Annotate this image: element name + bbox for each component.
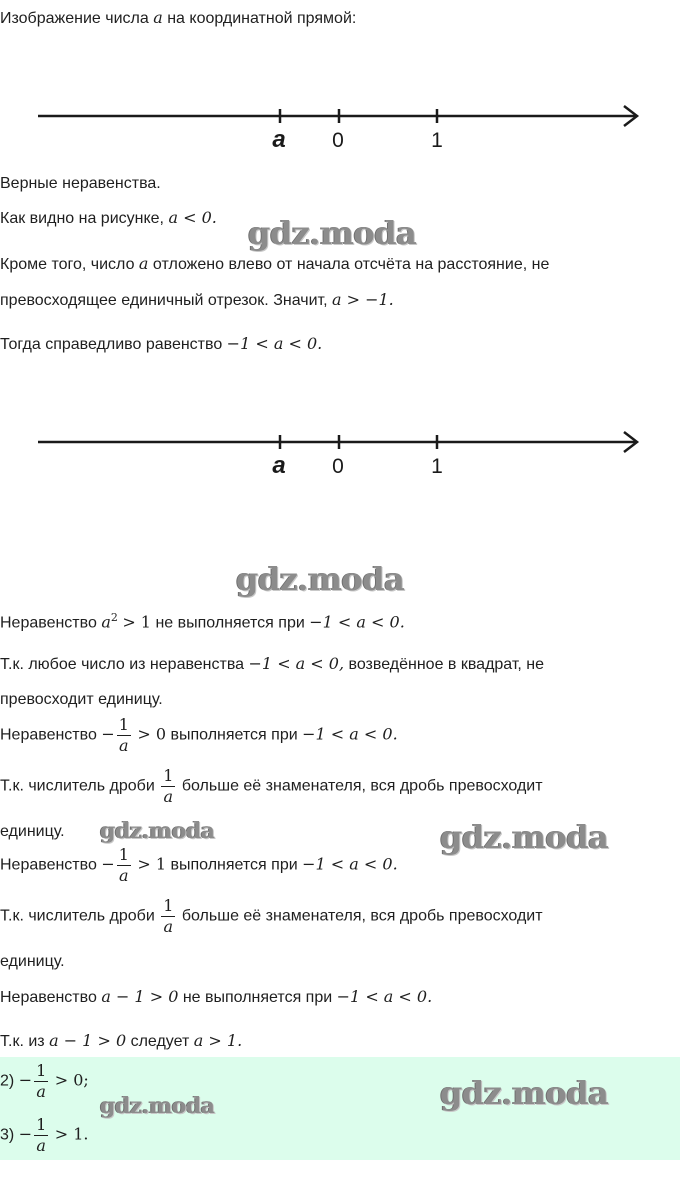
besides-text-2: превосходящее единичный отрезок. Значит,: [0, 292, 328, 309]
ineq1-rest: > 1: [122, 612, 151, 632]
ineq1-mid: не выполняется при: [155, 614, 305, 632]
label-0: 0: [332, 129, 344, 152]
label-0: 0: [332, 455, 344, 478]
fraction-denominator: a: [36, 1082, 46, 1101]
answer-2: [0, 1061, 89, 1102]
fraction-denominator: a: [163, 917, 174, 936]
fraction-numerator: 1: [36, 1115, 47, 1134]
ineq3-mid: выполняется при: [170, 856, 298, 874]
ineq2-reason-pre: Т.к. числитель дроби: [0, 777, 155, 795]
intro-tail-text: на координатной прямой:: [167, 10, 357, 27]
fraction-denominator: a: [119, 866, 129, 885]
label-1: 1: [431, 129, 443, 152]
fraction-numerator: 1: [118, 845, 129, 864]
fraction-one-over-a: [161, 766, 175, 807]
ineq4-condition: −1 < a < 0.: [336, 987, 433, 1006]
ineq1-condition: −1 < a < 0.: [309, 612, 405, 632]
besides-math: a > −1.: [331, 290, 394, 309]
then-text: Тогда справедливо равенство: [0, 336, 223, 353]
inequality-1-reason-2: [0, 690, 163, 710]
inequality-2-reason: [0, 766, 543, 807]
label-a: a: [272, 452, 286, 479]
ineq3-rest: > 1: [137, 854, 167, 874]
besides-line-1: [0, 254, 549, 275]
inequality-3-line: [0, 845, 398, 886]
ineq1-reason-text: Т.к. любое число из неравенства: [0, 656, 245, 673]
watermark-logo: gdz.moda: [248, 214, 417, 252]
fraction-denominator: a: [36, 1136, 46, 1155]
inequality-2-reason-end: [0, 822, 65, 842]
then-line: [0, 334, 322, 355]
ineq1-reason-math: −1 < a < 0,: [248, 654, 345, 673]
label-a: a: [272, 126, 286, 153]
ineq3-pre: Неравенство: [0, 856, 97, 874]
correct-text: Верные неравенства.: [0, 175, 161, 192]
ineq1-exponent: 2: [110, 611, 118, 624]
ineq2-reason-tail: больше её знаменателя, вся дробь превосходит: [181, 777, 543, 795]
ineq4-reason-pre: Т.к. из: [0, 1033, 45, 1050]
intro-line: [0, 8, 356, 29]
fraction-one-over-a: [117, 845, 131, 886]
besides-text-a: Кроме того, число: [0, 256, 135, 273]
inequality-4-reason: [0, 1031, 242, 1052]
answer-2-label: 2): [0, 1072, 15, 1090]
answer-3-label: 3): [0, 1126, 15, 1144]
inequality-1-reason-1: [0, 654, 544, 675]
fraction-one-over-a: [34, 1061, 48, 1102]
see-line: [0, 208, 217, 229]
ineq3-reason-unit: единицу.: [0, 953, 65, 970]
ineq1-reason-2-text: превосходит единицу.: [0, 691, 163, 708]
label-1: 1: [431, 455, 443, 478]
then-math: −1 < a < 0.: [226, 334, 323, 353]
inequality-3-reason: [0, 896, 543, 937]
besides-line-2: [0, 290, 394, 311]
see-text: Как видно на рисунке,: [0, 210, 164, 227]
watermark-logo: gdz.moda: [440, 1074, 609, 1112]
fraction-denominator: a: [119, 736, 129, 755]
ineq1-var: a: [101, 612, 111, 632]
fraction-numerator: 1: [118, 715, 129, 734]
inequality-4-line: [0, 987, 432, 1008]
ineq3-reason-tail: больше её знаменателя, вся дробь превосходит: [181, 907, 543, 925]
fraction-one-over-a: [34, 1115, 48, 1156]
intro-variable: a: [153, 8, 163, 27]
answer-3: [0, 1115, 89, 1156]
fraction-one-over-a: [117, 715, 131, 756]
besides-variable: a: [138, 254, 149, 273]
ineq2-condition: −1 < a < 0.: [302, 724, 398, 744]
answer-2-minus: −: [18, 1070, 33, 1090]
besides-text-b: отложено влево от начала отсчёта на расстояние, не: [152, 256, 550, 273]
ineq2-mid: выполняется при: [170, 726, 298, 744]
ineq3-condition: −1 < a < 0.: [302, 854, 398, 874]
inequality-2-line: [0, 715, 398, 756]
ineq1-pre: Неравенство: [0, 614, 97, 632]
answer-3-minus: −: [18, 1124, 33, 1144]
inequality-3-reason-end: [0, 952, 65, 972]
ineq4-math: a − 1 > 0: [101, 987, 179, 1006]
ineq4-reason-math-2: a > 1.: [193, 1031, 243, 1050]
ineq4-reason-mid: следует: [130, 1033, 190, 1050]
number-line-2: [0, 426, 680, 482]
fraction-numerator: 1: [163, 896, 174, 915]
see-math: a < 0.: [168, 208, 217, 227]
intro-text: Изображение числа: [0, 10, 149, 27]
fraction-numerator: 1: [163, 766, 174, 785]
ineq2-pre: Неравенство: [0, 726, 97, 744]
number-line-1: [0, 100, 680, 156]
correct-inequalities-heading: [0, 174, 161, 194]
ineq2-reason-unit: единицу.: [0, 823, 65, 840]
ineq1-reason-tail: возведённое в квадрат, не: [348, 656, 545, 673]
watermark-logo: gdz.moda: [440, 818, 609, 856]
inequality-1-line: [0, 608, 405, 633]
ineq2-rest: > 0: [137, 724, 167, 744]
answer-3-rest: > 1.: [54, 1124, 89, 1144]
ineq2-minus: −: [101, 724, 115, 744]
fraction-one-over-a: [161, 896, 175, 937]
ineq4-pre: Неравенство: [0, 989, 97, 1006]
ineq4-mid: не выполняется при: [182, 989, 333, 1006]
ineq3-minus: −: [101, 854, 115, 874]
ineq4-reason-math-1: a − 1 > 0: [49, 1031, 127, 1050]
ineq3-reason-pre: Т.к. числитель дроби: [0, 907, 155, 925]
watermark-logo: gdz.moda: [100, 1093, 215, 1119]
fraction-denominator: a: [163, 787, 174, 806]
watermark-logo: gdz.moda: [100, 818, 215, 844]
fraction-numerator: 1: [36, 1061, 47, 1080]
watermark-logo: gdz.moda: [236, 560, 405, 598]
answer-2-rest: > 0;: [54, 1070, 89, 1090]
